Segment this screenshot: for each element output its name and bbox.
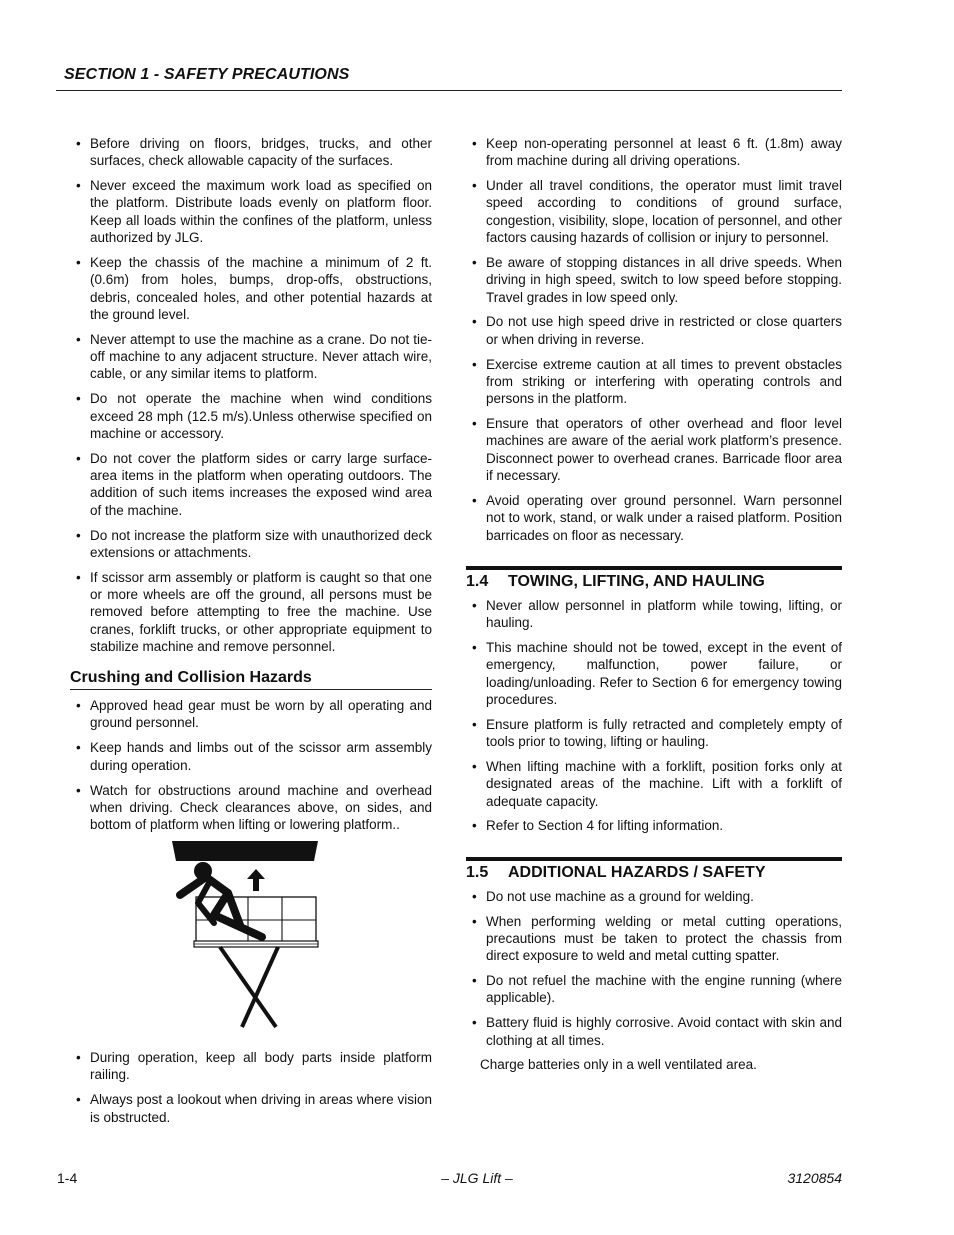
section-1-4-heading <box>466 566 842 591</box>
list-item: • If scissor arm assembly or platform is caught so that one or more wheels are off the ground, all persons must be removed before attempting to free the machine. Use cranes, forklift trucks, or other appropriate equipment to stabilize machine and remove personnel. <box>70 569 432 655</box>
crushing-hazard-icon <box>170 841 330 1031</box>
list-item: • Keep non-operating personnel at least 6 ft. (1.8m) away from machine during all driving operations. <box>466 135 842 170</box>
section-number: 1.4 <box>466 572 489 590</box>
battery-charge-note: Charge batteries only in a well ventilated area. <box>480 1057 757 1073</box>
left-column <box>70 135 432 1133</box>
list-item: • Do not use machine as a ground for welding. <box>466 888 842 905</box>
list-item: • Never attempt to use the machine as a crane. Do not tie-off machine to any adjacent structure. Never attach wire, cable, or any similar items to platform. <box>70 331 432 383</box>
right-column <box>466 135 842 1074</box>
section-title: SECTION 1 - SAFETY PRECAUTIONS <box>64 66 350 83</box>
list-item: • During operation, keep all body parts inside platform railing. <box>70 1049 432 1084</box>
list-item: • Before driving on floors, bridges, trucks, and other surfaces, check allowable capacity of the surfaces. <box>70 135 432 170</box>
list-item: • Under all travel conditions, the operator must limit travel speed according to conditions of ground surface, congestion, visibility, slope, location of personnel, and other factors causing hazards of collision or injury to personnel. <box>466 177 842 246</box>
page-header <box>56 64 842 91</box>
list-item: • Ensure that operators of other overhead and floor level machines are aware of the aerial work platform’s presence. Disconnect power to overhead cranes. Barricade floor area if necessary. <box>466 415 842 484</box>
crushing-hazard-illustration <box>70 841 432 1041</box>
list-item: • When lifting machine with a forklift, position forks only at designated areas of the machine. Lift with a forklift of adequate capacity. <box>466 758 842 810</box>
list-item: • Always post a lookout when driving in areas where vision is obstructed. <box>70 1091 432 1126</box>
left-top-bullet-list <box>70 135 432 655</box>
section-heading-text: ADDITIONAL HAZARDS / SAFETY <box>508 863 766 881</box>
left-bottom-bullet-list <box>70 1049 432 1126</box>
list-item: • Do not increase the platform size with unauthorized deck extensions or attachments. <box>70 527 432 562</box>
list-item: • Never allow personnel in platform while towing, lifting, or hauling. <box>466 597 842 632</box>
list-item: • Exercise extreme caution at all times to prevent obstacles from striking or interfering with operating controls and persons in the platform. <box>466 356 842 408</box>
section-1-5-heading <box>466 857 842 882</box>
crushing-collision-heading: Crushing and Collision Hazards <box>70 669 432 690</box>
document-number: 3120854 <box>787 1170 842 1186</box>
list-item: • Be aware of stopping distances in all drive speeds. When driving in high speed, switch to low speed before stopping. Travel grades in low speed only. <box>466 254 842 306</box>
list-item: • Refer to Section 4 for lifting information. <box>466 817 842 834</box>
towing-bullet-list <box>466 597 842 835</box>
list-item: • Keep the chassis of the machine a minimum of 2 ft. (0.6m) from holes, bumps, drop-offs, obstructions, debris, concealed holes, and other potential hazards at the ground level. <box>70 254 432 323</box>
list-item: • When performing welding or metal cutting operations, precautions must be taken to protect the chassis from direct exposure to weld and metal cutting spatter. <box>466 913 842 965</box>
list-item: • Approved head gear must be worn by all operating and ground personnel. <box>70 697 432 732</box>
footer-brand: – JLG Lift – <box>441 1170 513 1186</box>
list-item: • Watch for obstructions around machine and overhead when driving. Check clearances above, on sides, and bottom of platform when lifting or lowering platform.. <box>70 782 432 834</box>
section-heading-text: TOWING, LIFTING, AND HAULING <box>508 572 765 590</box>
list-item: • This machine should not be towed, except in the event of emergency, malfunction, power failure, or loading/unloading. Refer to Section 6 for emergency towing procedures. <box>466 639 842 708</box>
right-top-bullet-list <box>466 135 842 544</box>
section-number: 1.5 <box>466 863 489 881</box>
list-item: • Keep hands and limbs out of the scissor arm assembly during operation. <box>70 739 432 774</box>
page-number: 1-4 <box>57 1170 78 1186</box>
list-item: • Do not use high speed drive in restricted or close quarters or when driving in reverse. <box>466 313 842 348</box>
list-item: • Do not refuel the machine with the engine running (where applicable). <box>466 972 842 1007</box>
list-item: • Do not cover the platform sides or carry large surface-area items in the platform when operating outdoors. The addition of such items increases the exposed wind area of the machine. <box>70 450 432 519</box>
list-item: • Never exceed the maximum work load as specified on the platform. Distribute loads evenly on platform floor. Keep all loads within the confines of the platform, unless authorized by JLG. <box>70 177 432 246</box>
list-item: • Avoid operating over ground personnel. Warn personnel not to work, stand, or walk under a raised platform. Position barricades on floor as necessary. <box>466 492 842 544</box>
list-item: • Do not operate the machine when wind conditions exceed 28 mph (12.5 m/s).Unless otherwise specified on machine or accessory. <box>70 390 432 442</box>
crushing-bullet-list <box>70 697 432 833</box>
list-item: • Ensure platform is fully retracted and completely empty of tools prior to towing, lifting or hauling. <box>466 716 842 751</box>
additional-hazards-bullet-list <box>466 888 842 1049</box>
list-item: • Battery fluid is highly corrosive. Avoid contact with skin and clothing at all times. <box>466 1014 842 1049</box>
